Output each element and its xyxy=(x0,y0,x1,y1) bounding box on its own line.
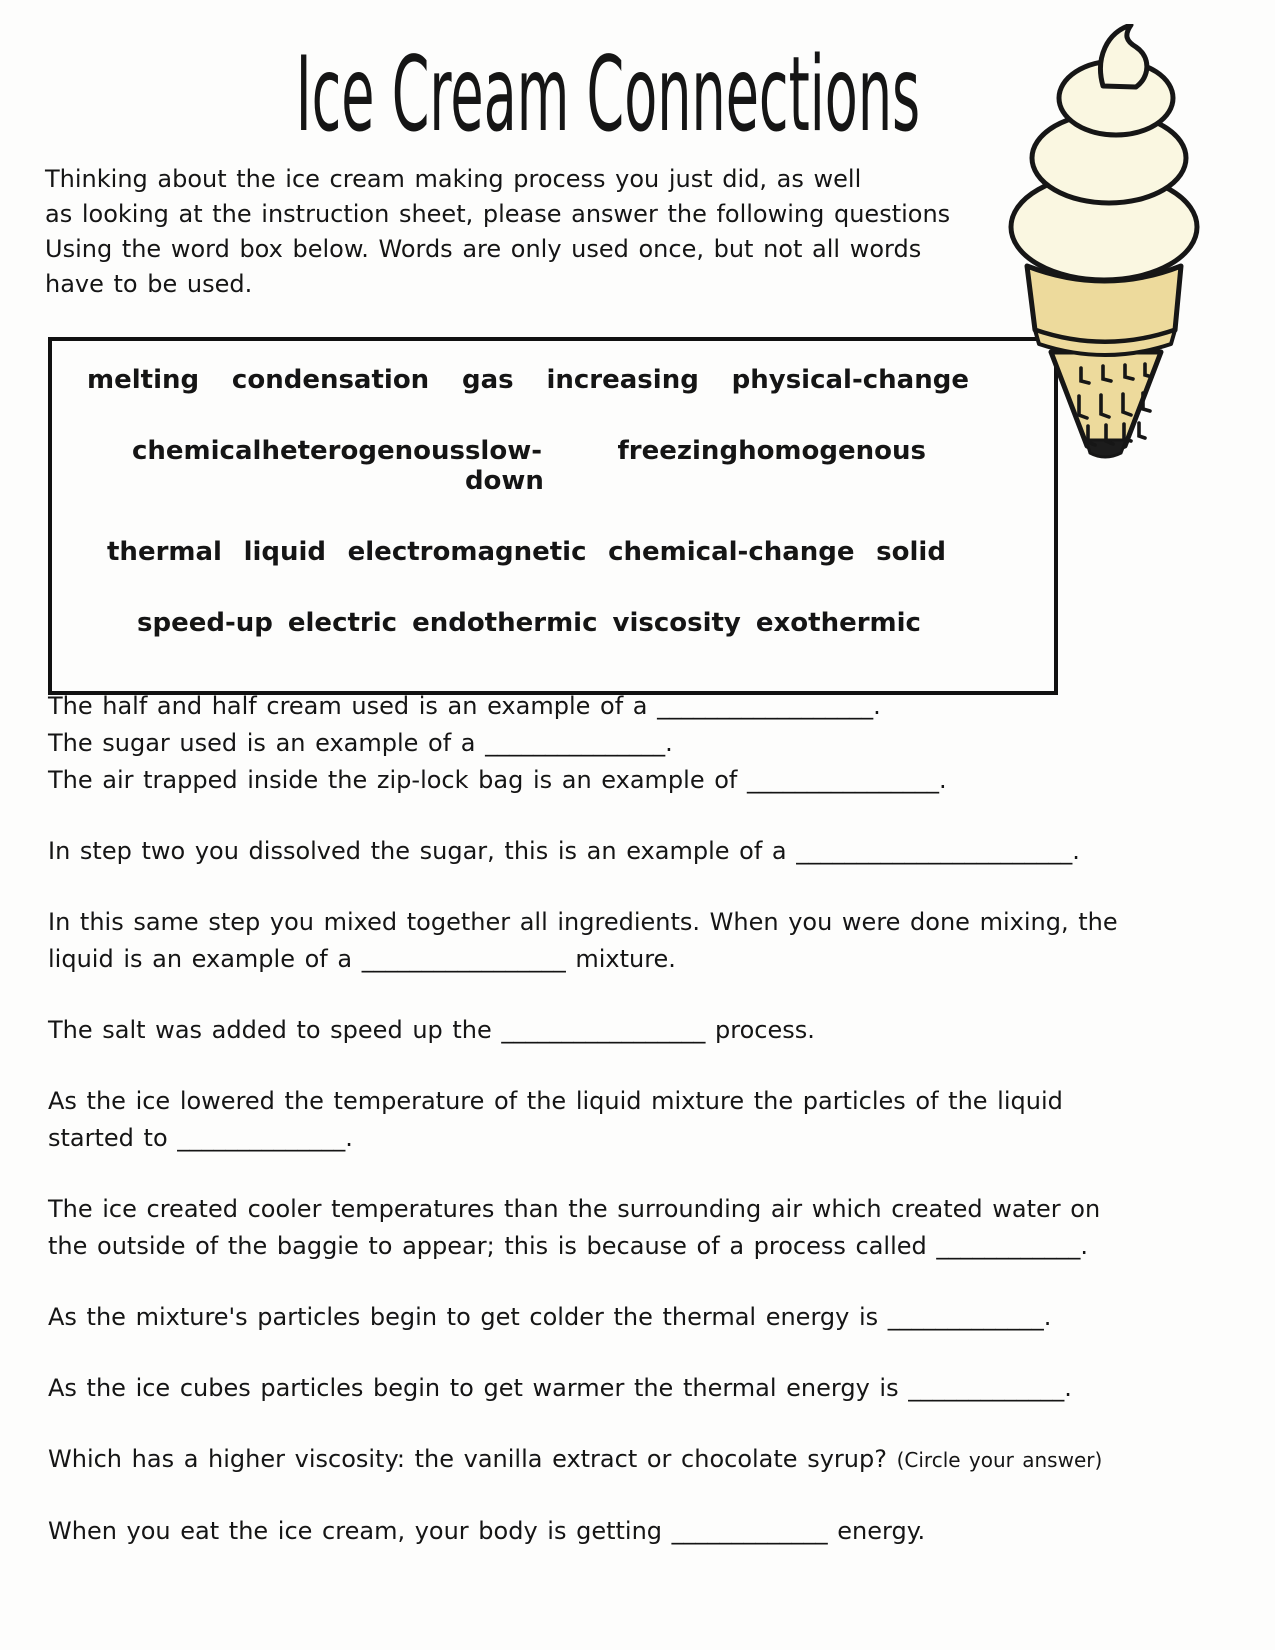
word-bank-term: condensation xyxy=(231,365,430,395)
question-block xyxy=(48,1441,1258,1479)
word-bank-term: endothermic xyxy=(412,608,598,638)
question-line: In this same step you mixed together all ingredients. When you were done mixing, the xyxy=(48,908,1118,936)
question-block xyxy=(48,688,1258,799)
question-line: The air trapped inside the zip-lock bag is an example of ________________. xyxy=(48,766,947,794)
word-bank-term: physical-change xyxy=(731,365,969,395)
page-title-text: Ice Cream Connections xyxy=(295,35,920,157)
question-line: As the ice lowered the temperature of the liquid mixture the particles of the liquid xyxy=(48,1087,1063,1115)
word-bank-term: electromagnetic xyxy=(347,537,587,567)
word-bank-term: heterogenous xyxy=(261,436,465,466)
word-bank-term: chemical xyxy=(132,436,262,466)
question-line: In step two you dissolved the sugar, this is an example of a _______________________. xyxy=(48,837,1080,865)
question-line: As the mixture's particles begin to get colder the thermal energy is _____________. xyxy=(48,1303,1052,1331)
question-block xyxy=(48,1513,1258,1550)
word-bank-row xyxy=(52,537,1054,567)
question-line: As the ice cubes particles begin to get warmer the thermal energy is _____________. xyxy=(48,1374,1072,1402)
question-text: Which has a higher viscosity: the vanilla extract or chocolate syrup? xyxy=(48,1445,887,1473)
question-line xyxy=(48,1441,1258,1479)
word-bank-box xyxy=(48,337,1058,695)
word-bank-term: gas xyxy=(462,365,514,395)
word-bank-row xyxy=(52,436,1054,496)
intro-paragraph xyxy=(45,162,1025,302)
question-block xyxy=(48,833,1258,870)
intro-line: Using the word box below. Words are only used once, but not all words xyxy=(45,235,922,263)
question-block xyxy=(48,1299,1258,1336)
ice-cream-cone-icon xyxy=(985,24,1220,464)
word-bank-term: liquid xyxy=(243,537,327,567)
word-bank-term: speed-up xyxy=(137,608,273,638)
word-bank-term: solid xyxy=(876,537,946,567)
word-bank-term-pair xyxy=(465,436,738,496)
questions-section xyxy=(48,688,1258,1584)
word-bank-term: homogenous xyxy=(738,436,926,466)
cream-curl xyxy=(1101,25,1147,87)
question-note: (Circle your answer) xyxy=(896,1448,1103,1472)
question-line: the outside of the baggie to appear; this is because of a process called ____________. xyxy=(48,1232,1089,1260)
question-line: The salt was added to speed up the _________________ process. xyxy=(48,1016,815,1044)
question-line: The ice created cooler temperatures than the surrounding air which created water on xyxy=(48,1195,1101,1223)
intro-line: as looking at the instruction sheet, please answer the following questions xyxy=(45,200,951,228)
word-bank-term: melting xyxy=(87,365,200,395)
word-bank-term: chemical-change xyxy=(608,537,855,567)
word-bank-term: viscosity xyxy=(612,608,741,638)
question-line: When you eat the ice cream, your body is getting _____________ energy. xyxy=(48,1517,926,1545)
word-bank-row xyxy=(52,608,1054,638)
intro-line: Thinking about the ice cream making process you just did, as well xyxy=(45,165,862,193)
word-bank-row xyxy=(52,365,1054,395)
question-block xyxy=(48,1191,1258,1265)
intro-line: have to be used. xyxy=(45,270,253,298)
word-bank-term: slow-down xyxy=(464,436,544,496)
question-block xyxy=(48,1370,1258,1407)
question-line: started to ______________. xyxy=(48,1124,353,1152)
question-line: The half and half cream used is an example of a __________________. xyxy=(48,692,881,720)
question-block xyxy=(48,1083,1258,1157)
word-bank-term: thermal xyxy=(107,537,222,567)
word-bank-term: increasing xyxy=(546,365,699,395)
word-bank-term: exothermic xyxy=(755,608,921,638)
question-line: The sugar used is an example of a _______________. xyxy=(48,729,673,757)
word-bank-term: freezing xyxy=(617,436,739,466)
question-line: liquid is an example of a _________________ mixture. xyxy=(48,945,676,973)
word-bank-term: electric xyxy=(287,608,398,638)
question-block xyxy=(48,904,1258,978)
question-block xyxy=(48,1012,1258,1049)
